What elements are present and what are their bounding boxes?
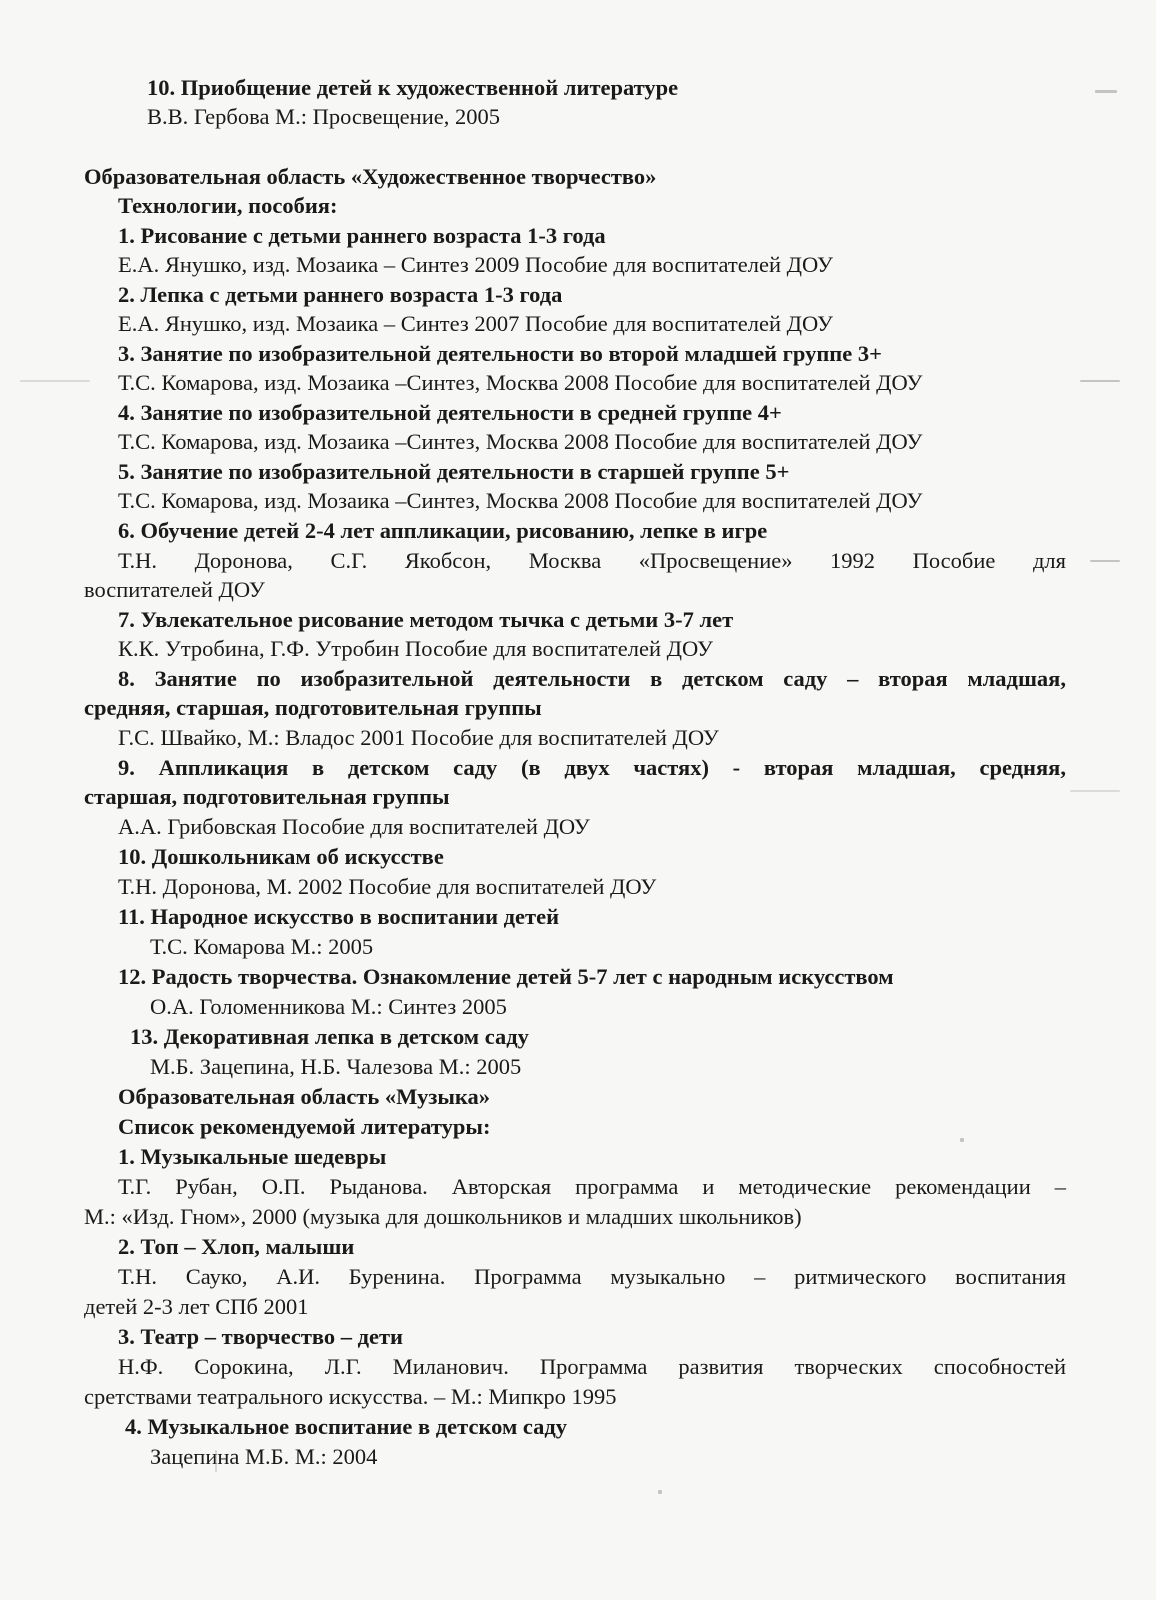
scan-noise (1070, 790, 1120, 792)
item-reference: Т.С. Комарова, изд. Мозаика –Синтез, Москва 2008 Пособие для воспитателей ДОУ (118, 488, 923, 513)
item-reference: детей 2-3 лет СПб 2001 (84, 1294, 309, 1319)
scan-noise (1090, 560, 1120, 562)
item-reference: А.А. Грибовская Пособие для воспитателей ДОУ (118, 814, 590, 839)
item-reference: Т.Н. Доронова, М. 2002 Пособие для воспитателей ДОУ (118, 874, 657, 899)
item-heading: 1. Музыкальные шедевры (118, 1144, 387, 1169)
item-heading: 8. Занятие по изобразительной деятельности в детском саду – вторая младшая, (118, 666, 1066, 691)
item-reference: Н.Ф. Сорокина, Л.Г. Миланович. Программа развития творческих способностей (118, 1354, 1066, 1379)
item-reference: О.А. Голоменникова М.: Синтез 2005 (150, 994, 507, 1019)
item-reference: Т.С. Комарова, изд. Мозаика –Синтез, Москва 2008 Пособие для воспитателей ДОУ (118, 429, 923, 454)
item-reference: Т.С. Комарова, изд. Мозаика –Синтез, Москва 2008 Пособие для воспитателей ДОУ (118, 370, 923, 395)
item-heading: 5. Занятие по изобразительной деятельности в старшей группе 5+ (118, 459, 790, 484)
scan-noise (1095, 90, 1117, 93)
scan-noise (20, 380, 90, 382)
item-heading: 6. Обучение детей 2-4 лет аппликации, рисованию, лепке в игре (118, 518, 768, 543)
item-heading: 11. Народное искусство в воспитании детей (118, 904, 560, 929)
item-reference: Т.Г. Рубан, О.П. Рыданова. Авторская программа и методические рекомендации – (118, 1174, 1066, 1199)
item-heading: 12. Радость творчества. Ознакомление детей 5-7 лет с народным искусством (118, 964, 894, 989)
item-reference: М.: «Изд. Гном», 2000 (музыка для дошкольников и младших школьников) (84, 1204, 802, 1229)
item-heading: 3. Занятие по изобразительной деятельности во второй младшей группе 3+ (118, 341, 882, 366)
scan-noise (658, 1490, 662, 1494)
item-heading: средняя, старшая, подготовительная группы (84, 695, 542, 720)
item-heading: 2. Топ – Хлоп, малыши (118, 1234, 355, 1259)
scan-noise (1080, 380, 1120, 382)
item-reference: Зацепина М.Б. М.: 2004 (150, 1444, 378, 1469)
item-heading: 10. Приобщение детей к художественной литературе (147, 75, 679, 100)
subsection-title: Технологии, пособия: (118, 193, 338, 218)
scan-noise (960, 1138, 964, 1142)
item-reference: Т.Н. Доронова, С.Г. Якобсон, Москва «Просвещение» 1992 Пособие для (118, 548, 1066, 573)
item-reference: Т.Н. Сауко, А.И. Буренина. Программа музыкально – ритмического воспитания (118, 1264, 1066, 1289)
item-reference: Г.С. Швайко, М.: Владос 2001 Пособие для воспитателей ДОУ (118, 725, 719, 750)
item-heading: 7. Увлекательное рисование методом тычка с детьми 3-7 лет (118, 607, 734, 632)
item-heading: 4. Музыкальное воспитание в детском саду (125, 1414, 568, 1439)
item-reference: К.К. Утробина, Г.Ф. Утробин Пособие для воспитателей ДОУ (118, 636, 713, 661)
section-title: Образовательная область «Музыка» (118, 1084, 491, 1109)
item-heading: 13. Декоративная лепка в детском саду (130, 1024, 529, 1049)
subsection-title: Список рекомендуемой литературы: (118, 1114, 491, 1139)
item-heading: 10. Дошкольникам об искусстве (118, 844, 444, 869)
item-heading: 2. Лепка с детьми раннего возраста 1-3 года (118, 282, 563, 307)
item-reference: Е.А. Янушко, изд. Мозаика – Синтез 2007 Пособие для воспитателей ДОУ (118, 311, 833, 336)
item-heading: старшая, подготовительная группы (84, 784, 450, 809)
item-reference: воспитателей ДОУ (84, 577, 265, 602)
item-reference: Е.А. Янушко, изд. Мозаика – Синтез 2009 Пособие для воспитателей ДОУ (118, 252, 833, 277)
item-reference: сретствами театрального искусства. – М.: Мипкро 1995 (84, 1384, 617, 1409)
item-heading: 1. Рисование с детьми раннего возраста 1-3 года (118, 223, 606, 248)
item-heading: 3. Театр – творчество – дети (118, 1324, 404, 1349)
item-reference: В.В. Гербова М.: Просвещение, 2005 (147, 104, 500, 129)
item-reference: Т.С. Комарова М.: 2005 (150, 934, 374, 959)
scan-noise (215, 1450, 217, 1472)
item-heading: 4. Занятие по изобразительной деятельности в средней группе 4+ (118, 400, 782, 425)
section-title: Образовательная область «Художественное творчество» (84, 164, 657, 189)
item-heading: 9. Аппликация в детском саду (в двух частях) - вторая младшая, средняя, (118, 755, 1066, 780)
item-reference: М.Б. Зацепина, Н.Б. Чалезова М.: 2005 (150, 1054, 522, 1079)
